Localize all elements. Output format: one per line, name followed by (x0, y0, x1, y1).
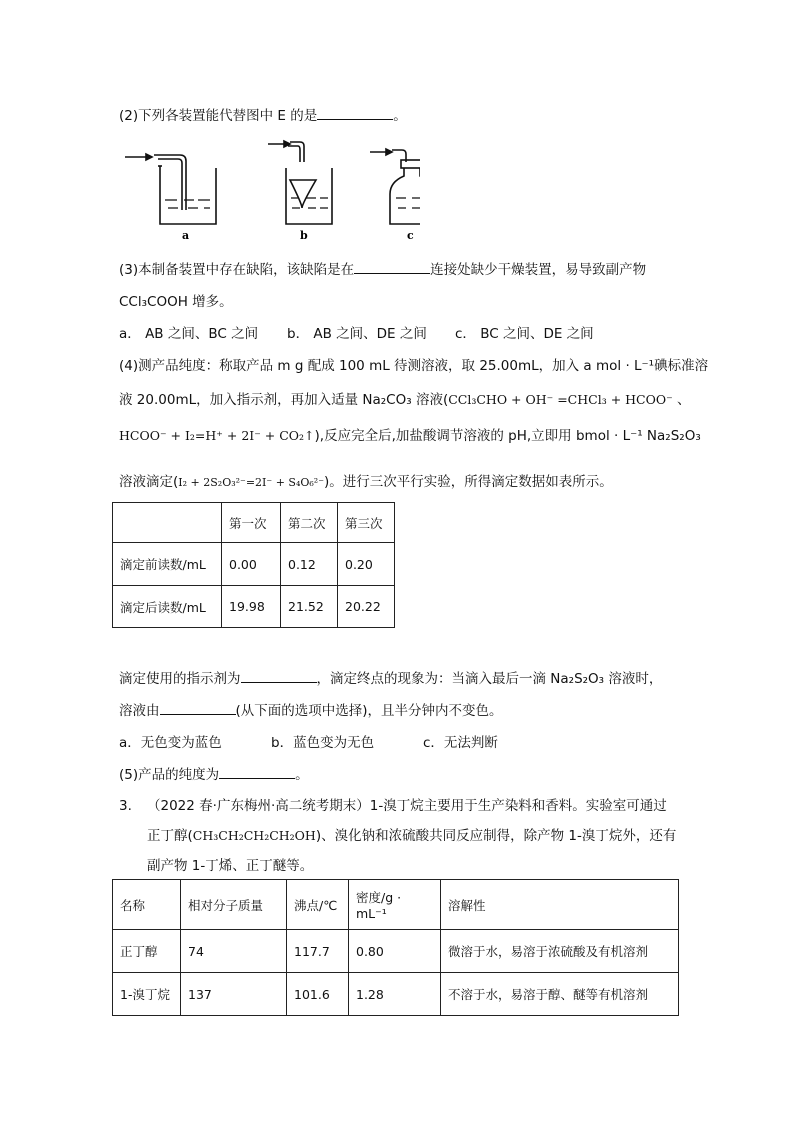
table-header: 第二次 (281, 503, 338, 543)
q2-line (119, 104, 407, 124)
q4-equation-1: CCl₃CHO + OH⁻ =CHCl₃ + HCOO⁻ (448, 392, 673, 407)
table-cell: 0.12 (281, 543, 338, 586)
q4-line2-text: 液 20.00mL，加入指示剂，再加入适量 Na₂CO₃ 溶液( (119, 392, 449, 408)
table-cell: 0.20 (338, 543, 395, 586)
table-header: 相对分子质量 (181, 880, 287, 930)
table-cell (113, 503, 222, 543)
q3-option-a: a． AB 之间、BC 之间 (119, 326, 259, 342)
table-row (113, 503, 395, 543)
q5-answer-blank[interactable] (219, 766, 295, 779)
q4-line-1: (4)测产品纯度：称取产品 m g 配成 100 mL 待测溶液，取 25.00mL，加入 a mol · L⁻¹碘标准溶 (119, 358, 709, 374)
q2-end: 。 (393, 108, 407, 124)
apparatus-figure (120, 138, 420, 248)
problem3-number: 3. (119, 798, 132, 814)
indicator-text-post: ，滴定终点的现象为：当滴入最后一滴 Na₂S₂O₃ 溶液时， (316, 671, 663, 687)
table-row (113, 930, 679, 973)
figure-label-a: a (182, 229, 190, 242)
table-cell: 137 (181, 973, 287, 1016)
table-cell: 101.6 (287, 973, 349, 1016)
apparatus-a (125, 154, 216, 224)
indicator-option-b: b．蓝色变为无色 (271, 735, 375, 751)
butanol-formula: CH₃CH₂CH₂CH₂OH (192, 828, 316, 843)
q2-text: (2)下列各装置能代替图中 E 的是 (119, 108, 318, 124)
q4-line4-pre: 溶液滴定( (119, 474, 179, 490)
q4-line2-end: 、 (672, 392, 691, 408)
table-cell: 74 (181, 930, 287, 973)
figure-label-b: b (300, 229, 308, 242)
problem3-line2-pre: 正丁醇( (147, 828, 193, 844)
indicator-option-c: c．无法判断 (423, 735, 498, 751)
table-cell: 滴定后读数/mL (113, 586, 222, 628)
q3-option-b: b． AB 之间、DE 之间 (287, 326, 427, 342)
q4-line3-text: ),反应完全后,加盐酸调节溶液的 pH,立即用 bmol · L⁻¹ Na₂S₂O₃ (314, 428, 701, 444)
indicator-line-1 (119, 667, 662, 687)
table-cell: 1-溴丁烷 (113, 973, 181, 1016)
indicator-option-a: a．无色变为蓝色 (119, 735, 222, 751)
table-cell: 滴定前读数/mL (113, 543, 222, 586)
q4-line-4 (119, 470, 613, 490)
q5-text: (5)产品的纯度为 (119, 767, 220, 783)
problem3-line-2 (147, 824, 676, 844)
table-header: 第三次 (338, 503, 395, 543)
table-cell: 微溶于水，易溶于浓硫酸及有机溶剂 (441, 930, 679, 973)
properties-table (112, 879, 679, 1016)
q3-options (119, 322, 594, 342)
table-header: 名称 (113, 880, 181, 930)
q5-end: 。 (295, 767, 309, 783)
table-header: 密度/g · mL⁻¹ (349, 880, 441, 930)
indicator-answer-blank[interactable] (241, 670, 317, 683)
q3-option-c: c． BC 之间、DE 之间 (455, 326, 594, 342)
table-cell: 不溶于水，易溶于醇、醚等有机溶剂 (441, 973, 679, 1016)
indicator-options (119, 731, 498, 751)
table-cell: 1.28 (349, 973, 441, 1016)
indicator-line2-pre: 溶液由 (119, 703, 160, 719)
table-cell: 20.22 (338, 586, 395, 628)
q4-line-2 (119, 388, 691, 408)
q4-line4-post: )。进行三次平行实验，所得滴定数据如表所示。 (324, 474, 613, 490)
table-cell: 21.52 (281, 586, 338, 628)
table-row (113, 586, 395, 628)
table-row (113, 880, 679, 930)
table-row (113, 973, 679, 1016)
problem3-line-3: 副产物 1-丁烯、正丁醚等。 (147, 858, 314, 874)
table-cell: 0.80 (349, 930, 441, 973)
titration-table (112, 502, 395, 628)
q3-text-post: 连接处缺少干燥装置，易导致副产物 (430, 262, 647, 278)
q3-text-pre: (3)本制备装置中存在缺陷，该缺陷是在 (119, 262, 355, 278)
q5-line (119, 763, 309, 783)
table-cell: 正丁醇 (113, 930, 181, 973)
q3-line-2: CCl₃COOH 增多。 (119, 294, 233, 310)
table-row (113, 543, 395, 586)
table-header: 第一次 (222, 503, 281, 543)
q4-equation-3: I₂ + 2S₂O₃²⁻=2I⁻ + S₄O₆²⁻ (178, 476, 324, 489)
table-cell: 117.7 (287, 930, 349, 973)
q4-line-3 (119, 424, 701, 444)
q4-equation-2: HCOO⁻ + I₂=H⁺ + 2I⁻ + CO₂↑ (119, 428, 315, 443)
indicator-line2-post: (从下面的选项中选择)，且半分钟内不变色。 (235, 703, 503, 719)
apparatus-c (370, 149, 420, 224)
color-change-answer-blank[interactable] (160, 702, 236, 715)
problem3-line-1 (119, 794, 667, 814)
indicator-line-2 (119, 699, 503, 719)
table-header: 溶解性 (441, 880, 679, 930)
q2-answer-blank[interactable] (317, 107, 393, 120)
apparatus-b (268, 141, 332, 224)
q3-answer-blank[interactable] (354, 261, 430, 274)
figure-label-c: c (407, 229, 414, 242)
indicator-text-pre: 滴定使用的指示剂为 (119, 671, 241, 687)
table-cell: 19.98 (222, 586, 281, 628)
table-cell: 0.00 (222, 543, 281, 586)
problem3-line2-post: )、溴化钠和浓硫酸共同反应制得，除产物 1-溴丁烷外，还有 (315, 828, 677, 844)
q3-line-1 (119, 258, 646, 278)
table-header: 沸点/℃ (287, 880, 349, 930)
problem3-text-1: （2022 春·广东梅州·高二统考期末）1-溴丁烷主要用于生产染料和香料。实验室可通过 (147, 798, 667, 814)
